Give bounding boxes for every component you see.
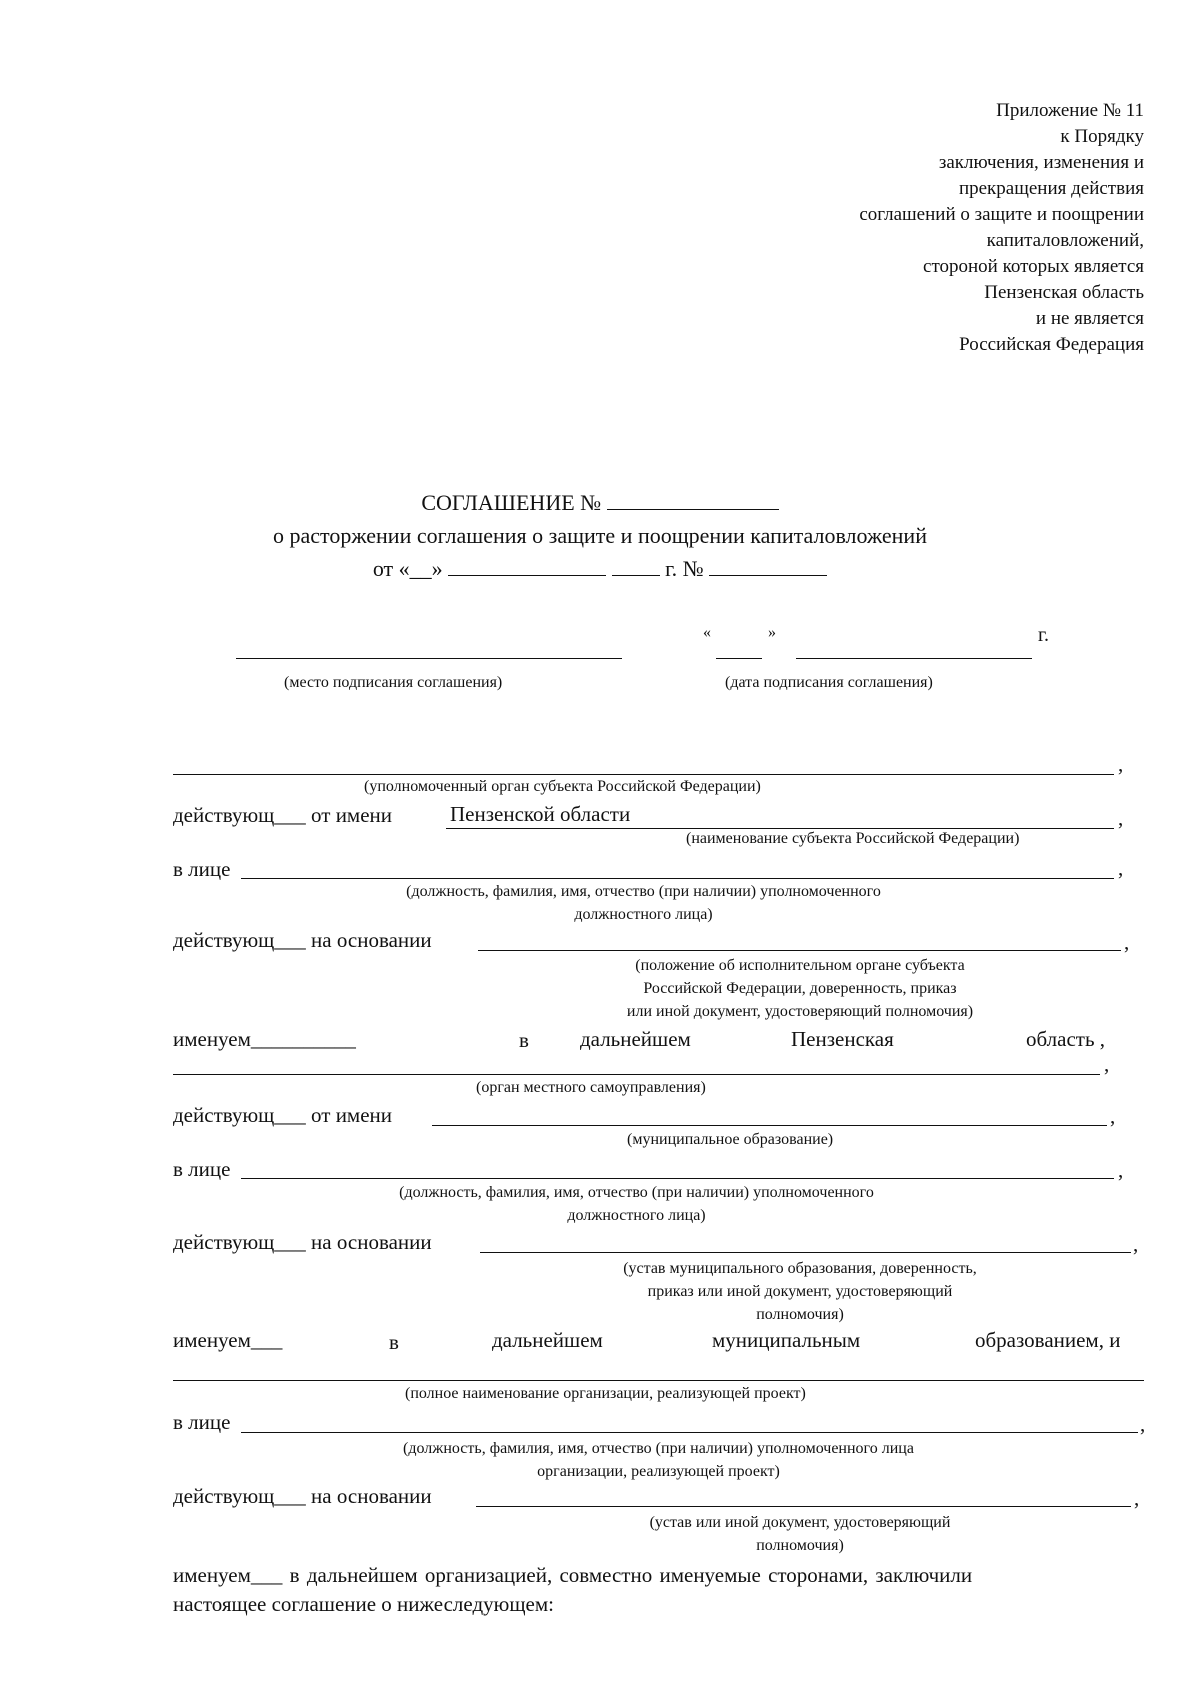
appendix-line: Пензенская область — [984, 282, 1144, 303]
close-quote: » — [768, 624, 776, 641]
comma: , — [1134, 1486, 1140, 1510]
caption-line: или иной документ, удостоверяющий полномочия) — [626, 1003, 974, 1020]
appendix-line: к Порядку — [1060, 126, 1144, 147]
caption-line: (должность, фамилия, имя, отчество (при наличии) уполномоченного — [399, 1184, 874, 1201]
region-name: Пензенской области — [450, 802, 631, 826]
word: муниципальным — [712, 1328, 861, 1352]
document-subtitle: о расторжении соглашения о защите и поощрении капиталовложений — [273, 523, 927, 548]
municipality-caption: (муниципальное образование) — [627, 1131, 834, 1148]
appendix-line: заключения, изменения и — [938, 152, 1144, 173]
caption-line: полномочия) — [756, 1306, 844, 1323]
in-person-label: в лице — [173, 1157, 231, 1181]
open-quote: « — [703, 624, 711, 641]
organization-caption: (полное наименование организации, реализующей проект) — [405, 1385, 806, 1402]
basis-line — [478, 950, 1121, 951]
local-gov-line — [173, 1074, 1100, 1075]
comma: , — [1133, 1232, 1139, 1256]
charter-caption — [560, 1257, 1040, 1326]
signing-year-label: г. — [1038, 624, 1049, 646]
from-prefix: от «__» — [372, 556, 443, 581]
local-gov-caption: (орган местного самоуправления) — [476, 1079, 706, 1096]
comma: , — [1104, 1052, 1110, 1076]
authority-line — [173, 774, 1114, 775]
official-caption — [173, 880, 1114, 926]
word: Пензенская — [791, 1027, 894, 1051]
appendix-line: капиталовложений, — [986, 230, 1144, 251]
original-number-blank — [709, 557, 827, 576]
official-caption — [173, 1181, 1100, 1227]
caption-line: приказ или иной документ, удостоверяющий — [647, 1283, 953, 1300]
authority-caption: (уполномоченный орган субъекта Российской Федерации) — [364, 778, 761, 795]
acting-basis-label: действующ___ на основании — [173, 1484, 432, 1508]
basis-line — [480, 1252, 1131, 1253]
month-year-line — [796, 658, 1032, 659]
caption-line: (устав или иной документ, удостоверяющий — [649, 1514, 951, 1531]
municipality-line — [432, 1125, 1107, 1126]
caption-line: полномочия) — [756, 1537, 844, 1554]
org-person-caption — [173, 1437, 1144, 1483]
word: область , — [1026, 1027, 1106, 1051]
caption-line: организации, реализующей проект) — [537, 1463, 780, 1480]
final-paragraph-line-2: настоящее соглашение о нижеследующем: — [173, 1592, 554, 1616]
regulation-caption — [560, 954, 1040, 1023]
word: дальнейшем — [492, 1328, 603, 1352]
organization-line — [173, 1380, 1144, 1381]
comma: , — [1140, 1412, 1146, 1436]
basis-line — [476, 1506, 1131, 1507]
year-number-label: г. № — [665, 556, 704, 581]
caption-line: должностного лица) — [567, 1207, 706, 1224]
word: в — [389, 1330, 399, 1354]
signing-place-line — [236, 658, 622, 659]
named-label: именуем___ — [173, 1328, 283, 1352]
appendix-line: соглашений о защите и поощрении — [859, 204, 1144, 225]
org-charter-caption — [560, 1511, 1040, 1557]
caption-line: (должность, фамилия, имя, отчество (при наличии) уполномоченного лица — [403, 1440, 914, 1457]
in-person-label: в лице — [173, 1410, 231, 1434]
official-line — [241, 878, 1114, 879]
comma: , — [1124, 930, 1130, 954]
acting-on-behalf-label: действующ___ от имени — [173, 803, 393, 827]
in-person-label: в лице — [173, 857, 231, 881]
acting-basis-label: действующ___ на основании — [173, 928, 432, 952]
caption-line: Российской Федерации, доверенность, приказ — [643, 980, 957, 997]
comma: , — [1118, 1158, 1124, 1182]
appendix-line: стороной которых является — [923, 256, 1144, 277]
comma: , — [1118, 856, 1124, 880]
final-paragraph-line-1: именуем___ в дальнейшем организацией, совместно именуемые сторонами, заключили — [173, 1563, 973, 1587]
signing-place-caption: (место подписания соглашения) — [284, 674, 503, 691]
comma: , — [1110, 1104, 1116, 1128]
caption-line: должностного лица) — [574, 906, 713, 923]
comma: , — [1118, 806, 1124, 830]
named-label: именуем__________ — [173, 1027, 356, 1051]
month-blank — [448, 557, 606, 576]
appendix-line: Приложение № 11 — [996, 100, 1144, 121]
official-line — [241, 1432, 1138, 1433]
document-title — [0, 490, 1200, 516]
appendix-block — [859, 98, 1144, 358]
comma: , — [1118, 752, 1124, 776]
caption-line: (положение об исполнительном органе субъекта — [635, 957, 965, 974]
word: образованием, и — [975, 1328, 1121, 1352]
word: в — [519, 1028, 529, 1052]
day-line — [716, 658, 762, 659]
agreement-number-blank — [607, 491, 779, 510]
official-line — [241, 1178, 1114, 1179]
appendix-line: Российская Федерация — [959, 334, 1144, 355]
acting-basis-label: действующ___ на основании — [173, 1230, 432, 1254]
year-blank — [612, 557, 660, 576]
caption-line: (должность, фамилия, имя, отчество (при наличии) уполномоченного — [406, 883, 881, 900]
original-agreement-ref — [0, 556, 1200, 582]
appendix-line: прекращения действия — [958, 178, 1144, 199]
appendix-line: и не является — [1035, 308, 1144, 329]
acting-on-behalf-label: действующ___ от имени — [173, 1103, 393, 1127]
caption-line: (устав муниципального образования, доверенность, — [623, 1260, 977, 1277]
word: дальнейшем — [580, 1027, 691, 1051]
region-name-line — [446, 828, 1114, 829]
signing-date-caption: (дата подписания соглашения) — [725, 674, 933, 691]
title-text: СОГЛАШЕНИЕ № — [421, 490, 602, 515]
subject-name-caption: (наименование субъекта Российской Федерации) — [686, 830, 1020, 847]
